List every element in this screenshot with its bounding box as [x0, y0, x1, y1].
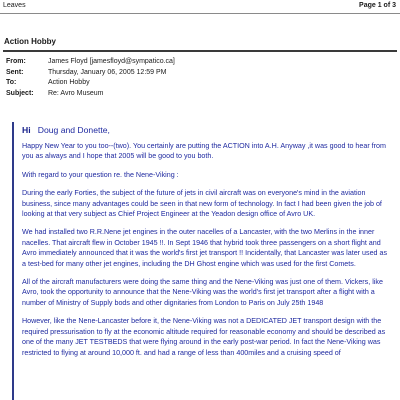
sent-value: Thursday, January 06, 2005 12:59 PM [47, 68, 167, 76]
body-paragraph: Happy New Year to you too--(two). You certainly are putting the ACTION into A.H. Anyway ,it was good to hear from you as always and I hope that 2005 will be good to you both. [22, 142, 386, 161]
to-row [6, 78, 175, 89]
header-divider [0, 13, 400, 14]
from-label: From: [6, 58, 26, 65]
greeting-hi: Hi [22, 125, 31, 135]
email-body [22, 125, 392, 366]
subject-row [6, 89, 175, 100]
body-paragraph: We had installed two R.R.Nene jet engines in the outer nacelles of a Lancaster, with the two Merlins in the inner nacelles. That aircraft flew in October 1945 !!. In Sept 1946 that hybrid took three passengers on a short flight and Avro immediately announced that it was the world's first jet transport !! Incidentally, that Lancaster was later used as a test-bed for many other jet engines, including the DH Ghost engine which was used for the first Comets. [22, 228, 388, 268]
folder-divider [3, 50, 397, 52]
sent-row [6, 68, 175, 79]
body-paragraph: During the early Forties, the subject of the future of jets in civil aircraft was on everyone's mind in the aviation business, since many advantages could be seen in that new form of technology. In fact I had been given the job of looking at that very subject as Chief Project Engineer at the Yeadon design office of Avro UK. [22, 189, 382, 219]
to-value: Action Hobby [47, 79, 90, 87]
quote-bar [12, 122, 14, 400]
page-header [0, 0, 400, 12]
subject-label: Subject: [6, 89, 34, 97]
page-number: Page 1 of 3 [359, 2, 396, 9]
email-metadata [6, 57, 175, 99]
body-paragraph: With regard to your question re. the Nene-Viking : [22, 170, 179, 179]
greeting [22, 125, 392, 136]
from-value: James Floyd [jamesfloyd@sympatico.ca] [47, 58, 175, 65]
body-paragraph: All of the aircraft manufacturers were doing the same thing and the Nene-Viking was just one of them. Vickers, like Avro, took the opportunity to announce that the Nene-Viking was the world's first jet transport after a flight with a number of Ministry of Supply bods and other dignitaries from London to Paris on July 25th 1948 [22, 278, 383, 307]
from-row [6, 57, 175, 68]
to-label: To: [6, 79, 17, 87]
body-paragraph: However, like the Nene-Lancaster before it, the Nene-Viking was not a DEDICATED JET transport design with the required pressurisation to fly at the economic altitude required for reasonable economy and should be described as one of the many JET TESTBEDS that were flying around in the early post-war period. In fact the Nene-Viking was restricted to flying at around 10,000 ft. and had a range of less than 400miles and a cruising speed of [22, 317, 386, 357]
greeting-names: Doug and Donette, [37, 125, 110, 135]
subject-value: Re: Avro Museum [47, 89, 104, 97]
folder-name: Action Hobby [4, 37, 56, 46]
page-header-title: Leaves [3, 2, 26, 9]
sent-label: Sent: [6, 68, 24, 76]
